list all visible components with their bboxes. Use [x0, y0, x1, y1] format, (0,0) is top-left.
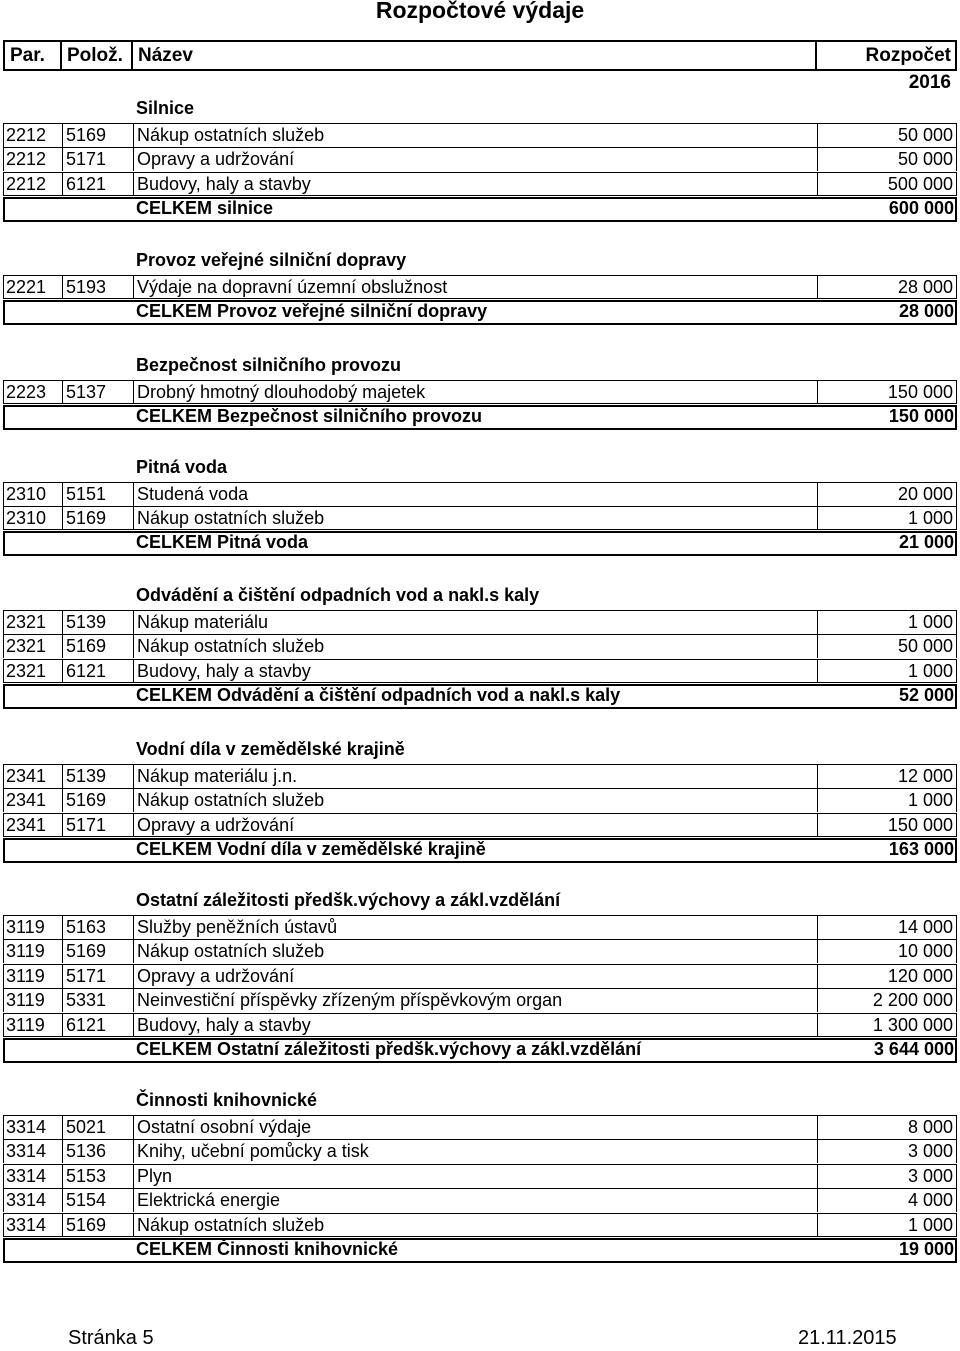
table-row — [3, 939, 957, 963]
section-total-row — [3, 197, 957, 221]
cell-polozka: 5169 — [62, 939, 133, 963]
total-amount: 21 000 — [898, 532, 954, 553]
cell-polozka: 5331 — [62, 988, 133, 1012]
section-title: Silnice — [136, 98, 195, 118]
cell-polozka: 5151 — [62, 482, 133, 506]
cell-nazev: Opravy a udržování — [133, 813, 817, 837]
cell-paragraf: 2221 — [3, 275, 62, 299]
header-par: Par. — [3, 40, 62, 71]
cell-paragraf: 2223 — [3, 380, 62, 404]
header-polozka: Polož. — [60, 40, 133, 71]
cell-polozka: 6121 — [62, 1013, 133, 1037]
section-title: Provoz veřejné silniční dopravy — [136, 250, 407, 270]
cell-castka: 1 000 — [817, 506, 957, 530]
table-row — [3, 1164, 957, 1188]
cell-polozka: 5136 — [62, 1139, 133, 1163]
cell-nazev: Výdaje na dopravní územní obslužnost — [133, 275, 817, 299]
cell-nazev: Drobný hmotný dlouhodobý majetek — [133, 380, 817, 404]
cell-castka: 120 000 — [817, 964, 957, 988]
section-title: Pitná voda — [136, 457, 228, 477]
cell-nazev: Knihy, učební pomůcky a tisk — [133, 1139, 817, 1163]
cell-paragraf: 2341 — [3, 813, 62, 837]
cell-castka: 2 200 000 — [817, 988, 957, 1012]
table-row — [3, 1213, 957, 1237]
cell-nazev: Neinvestiční příspěvky zřízeným příspěvkovým organ — [133, 988, 817, 1012]
cell-polozka: 5139 — [62, 764, 133, 788]
cell-castka: 1 000 — [817, 788, 957, 812]
cell-nazev: Služby peněžních ústavů — [133, 915, 817, 939]
section-title: Vodní díla v zemědělské krajině — [136, 739, 405, 759]
cell-nazev: Opravy a udržování — [133, 147, 817, 171]
table-row — [3, 1139, 957, 1163]
section-total-row — [3, 531, 957, 555]
table-row — [3, 482, 957, 506]
total-amount: 163 000 — [888, 838, 954, 859]
cell-polozka: 5137 — [62, 380, 133, 404]
cell-nazev: Opravy a udržování — [133, 964, 817, 988]
cell-polozka: 6121 — [62, 659, 133, 683]
section-title: Odvádění a čištění odpadních vod a nakl.s kaly — [136, 585, 540, 605]
cell-nazev: Nákup materiálu — [133, 610, 817, 634]
table-row — [3, 915, 957, 939]
cell-castka: 150 000 — [817, 813, 957, 837]
cell-paragraf: 2310 — [3, 506, 62, 530]
cell-polozka: 5154 — [62, 1188, 133, 1212]
section-total-row — [3, 1038, 957, 1062]
cell-castka: 1 000 — [817, 610, 957, 634]
cell-paragraf: 2321 — [3, 610, 62, 634]
cell-polozka: 5169 — [62, 506, 133, 530]
cell-nazev: Budovy, haly a stavby — [133, 1013, 817, 1037]
footer-page: Stránka 5 — [68, 1327, 154, 1349]
cell-paragraf: 3119 — [3, 915, 62, 939]
cell-polozka: 5169 — [62, 634, 133, 658]
total-amount: 52 000 — [898, 684, 954, 705]
cell-castka: 8 000 — [817, 1115, 957, 1139]
table-row — [3, 788, 957, 812]
section-total-row — [3, 838, 957, 862]
cell-polozka: 5169 — [62, 123, 133, 147]
total-amount: 28 000 — [898, 300, 954, 321]
table-row — [3, 659, 957, 683]
cell-polozka: 6121 — [62, 172, 133, 196]
cell-paragraf: 3314 — [3, 1164, 62, 1188]
cell-paragraf: 2341 — [3, 764, 62, 788]
cell-paragraf: 3314 — [3, 1115, 62, 1139]
cell-polozka: 5163 — [62, 915, 133, 939]
cell-castka: 10 000 — [817, 939, 957, 963]
cell-polozka: 5153 — [62, 1164, 133, 1188]
cell-paragraf: 3314 — [3, 1139, 62, 1163]
cell-castka: 50 000 — [817, 147, 957, 171]
cell-paragraf: 2341 — [3, 788, 62, 812]
cell-nazev: Ostatní osobní výdaje — [133, 1115, 817, 1139]
cell-castka: 500 000 — [817, 172, 957, 196]
total-amount: 19 000 — [898, 1238, 954, 1259]
cell-castka: 3 000 — [817, 1164, 957, 1188]
cell-polozka: 5193 — [62, 275, 133, 299]
cell-paragraf: 3314 — [3, 1213, 62, 1237]
total-label: CELKEM Činnosti knihovnické — [136, 1238, 399, 1259]
cell-polozka: 5169 — [62, 788, 133, 812]
total-label: CELKEM Vodní díla v zemědělské krajině — [136, 838, 486, 859]
cell-polozka: 5171 — [62, 813, 133, 837]
cell-polozka: 5139 — [62, 610, 133, 634]
cell-nazev: Budovy, haly a stavby — [133, 659, 817, 683]
section-title: Bezpečnost silničního provozu — [136, 355, 402, 375]
table-row — [3, 988, 957, 1012]
section-title: Ostatní záležitosti předšk.výchovy a zákl.vzdělání — [136, 890, 561, 910]
table-header — [0, 40, 960, 93]
cell-castka: 50 000 — [817, 123, 957, 147]
total-amount: 150 000 — [888, 405, 954, 426]
section-total-row — [3, 1238, 957, 1262]
table-row — [3, 380, 957, 404]
cell-castka: 1 300 000 — [817, 1013, 957, 1037]
cell-castka: 28 000 — [817, 275, 957, 299]
table-row — [3, 147, 957, 171]
cell-nazev: Nákup materiálu j.n. — [133, 764, 817, 788]
section-total-row — [3, 300, 957, 324]
cell-paragraf: 3314 — [3, 1188, 62, 1212]
total-amount: 3 644 000 — [873, 1038, 954, 1059]
cell-paragraf: 2321 — [3, 634, 62, 658]
total-label: CELKEM Bezpečnost silničního provozu — [136, 405, 483, 426]
cell-paragraf: 3119 — [3, 1013, 62, 1037]
cell-castka: 1 000 — [817, 1213, 957, 1237]
cell-nazev: Nákup ostatních služeb — [133, 634, 817, 658]
cell-nazev: Budovy, haly a stavby — [133, 172, 817, 196]
table-row — [3, 764, 957, 788]
total-label: CELKEM Pitná voda — [136, 532, 309, 553]
cell-nazev: Nákup ostatních služeb — [133, 1213, 817, 1237]
header-nazev: Název — [131, 40, 817, 71]
section-total-row — [3, 684, 957, 708]
cell-castka: 50 000 — [817, 634, 957, 658]
cell-paragraf: 2212 — [3, 172, 62, 196]
table-row — [3, 506, 957, 530]
table-row — [3, 634, 957, 658]
table-row — [3, 123, 957, 147]
cell-castka: 1 000 — [817, 659, 957, 683]
cell-polozka: 5021 — [62, 1115, 133, 1139]
cell-nazev: Nákup ostatních služeb — [133, 788, 817, 812]
cell-paragraf: 3119 — [3, 988, 62, 1012]
cell-polozka: 5171 — [62, 147, 133, 171]
table-row — [3, 172, 957, 196]
cell-castka: 20 000 — [817, 482, 957, 506]
cell-nazev: Nákup ostatních služeb — [133, 506, 817, 530]
cell-paragraf: 2212 — [3, 123, 62, 147]
table-row — [3, 1115, 957, 1139]
total-label: CELKEM Ostatní záležitosti předšk.výchovy a zákl.vzdělání — [136, 1038, 642, 1059]
table-row — [3, 610, 957, 634]
table-row — [3, 964, 957, 988]
section-title: Činnosti knihovnické — [136, 1090, 318, 1110]
cell-polozka: 5169 — [62, 1213, 133, 1237]
cell-paragraf: 3119 — [3, 964, 62, 988]
cell-polozka: 5171 — [62, 964, 133, 988]
cell-nazev: Studená voda — [133, 482, 817, 506]
cell-paragraf: 2212 — [3, 147, 62, 171]
table-row — [3, 1188, 957, 1212]
total-label: CELKEM Provoz veřejné silniční dopravy — [136, 300, 488, 321]
footer-date: 21.11.2015 — [798, 1327, 897, 1349]
total-label: CELKEM Odvádění a čištění odpadních vod a nakl.s kaly — [136, 684, 621, 705]
cell-castka: 150 000 — [817, 380, 957, 404]
cell-paragraf: 3119 — [3, 939, 62, 963]
cell-nazev: Nákup ostatních služeb — [133, 939, 817, 963]
cell-paragraf: 2321 — [3, 659, 62, 683]
cell-castka: 14 000 — [817, 915, 957, 939]
cell-nazev: Plyn — [133, 1164, 817, 1188]
total-label: CELKEM silnice — [136, 197, 274, 218]
cell-castka: 12 000 — [817, 764, 957, 788]
cell-paragraf: 2310 — [3, 482, 62, 506]
section-total-row — [3, 405, 957, 429]
table-row — [3, 813, 957, 837]
header-rozpocet: Rozpočet 2016 — [815, 40, 957, 71]
cell-castka: 3 000 — [817, 1139, 957, 1163]
page-title: Rozpočtové výdaje — [375, 0, 585, 23]
table-row — [3, 275, 957, 299]
cell-nazev: Nákup ostatních služeb — [133, 123, 817, 147]
table-row — [3, 1013, 957, 1037]
total-amount: 600 000 — [888, 197, 954, 218]
cell-castka: 4 000 — [817, 1188, 957, 1212]
cell-nazev: Elektrická energie — [133, 1188, 817, 1212]
